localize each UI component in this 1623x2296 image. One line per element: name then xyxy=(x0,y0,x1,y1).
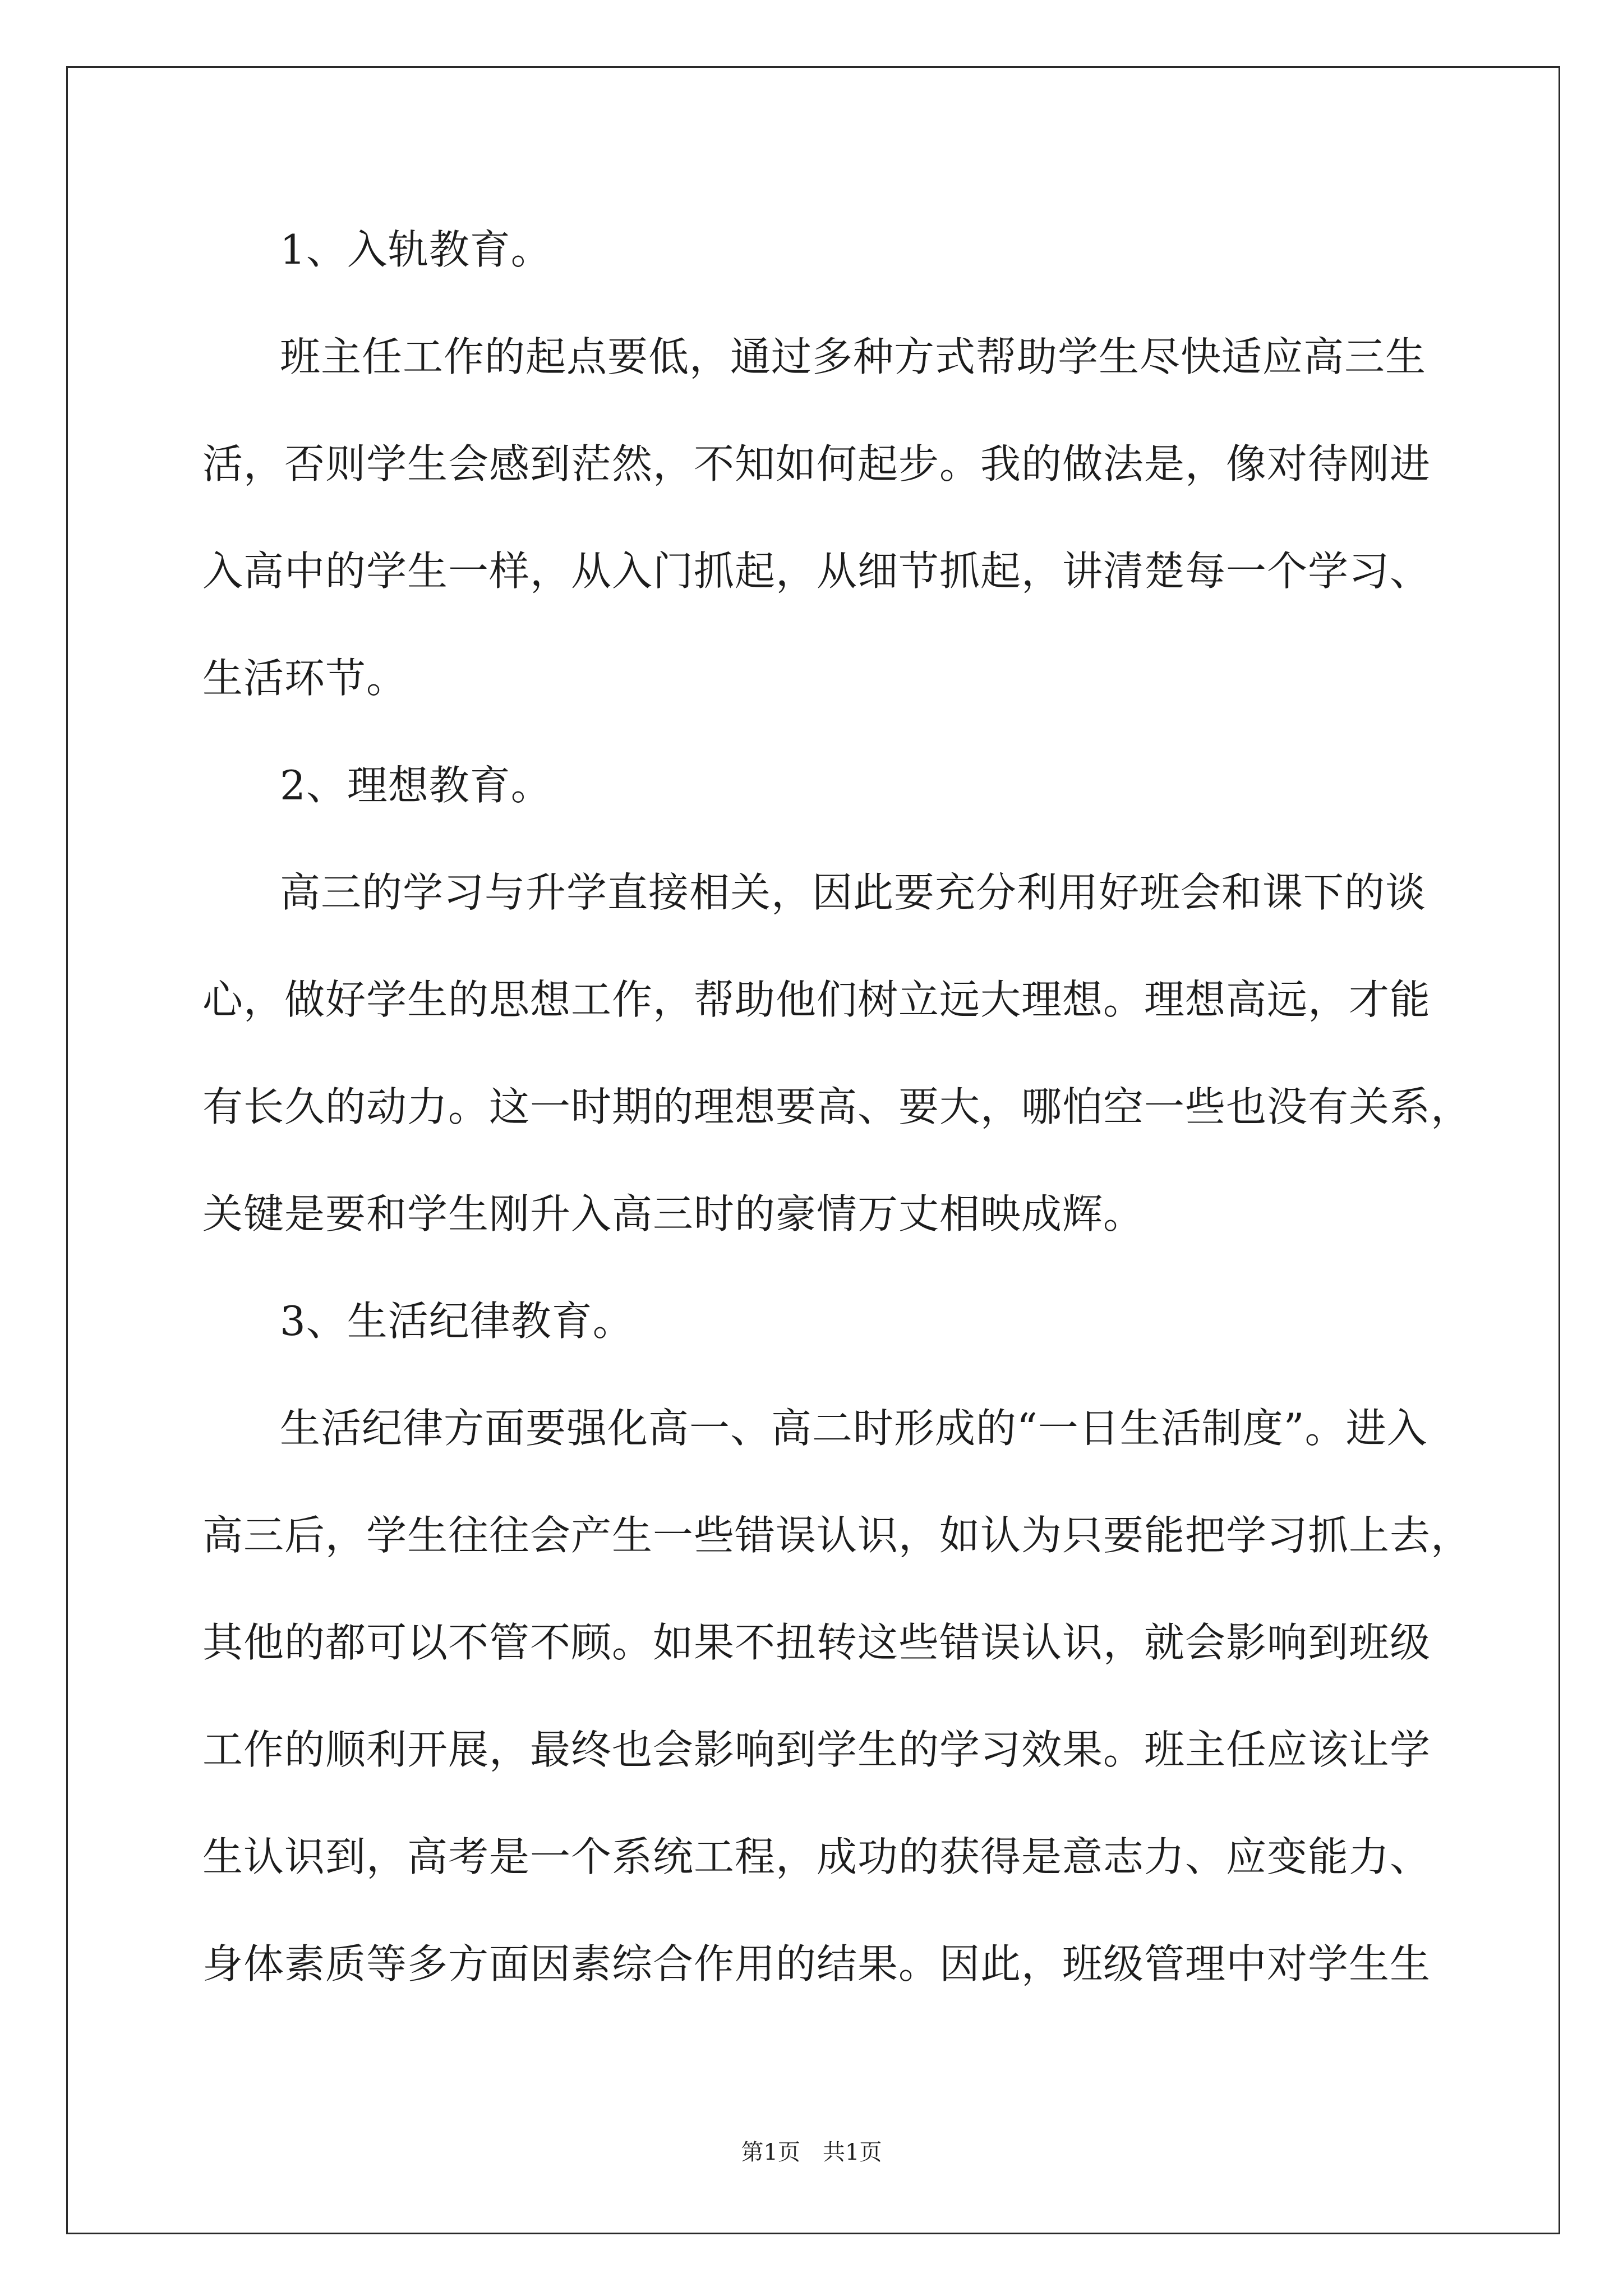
heading-text: 3、生活纪律教育。 xyxy=(280,1297,634,1345)
page-number-footer: 第1页 共1页 xyxy=(741,2139,882,2165)
paragraph-3 xyxy=(202,1375,1509,2018)
paragraph-line: 生活纪律方面要强化高一、高二时形成的“一日生活制度”。进入 xyxy=(280,1405,1428,1452)
document-body xyxy=(202,196,1509,2018)
section-heading-3 xyxy=(202,1268,1509,1375)
paragraph-line: 身体素质等多方面因素综合作用的结果。因此，班级管理中对学生生 xyxy=(202,1940,1431,1987)
paragraph-line: 班主任工作的起点要低，通过多种方式帮助学生尽快适应高三生 xyxy=(280,333,1427,380)
paragraph-line: 关键是要和学生刚升入高三时的豪情万丈相映成辉。 xyxy=(202,1190,1145,1237)
paragraph-line: 高三后，学生往往会产生一些错误认识，如认为只要能把学习抓上去， xyxy=(202,1512,1472,1559)
paragraph-line: 其他的都可以不管不顾。如果不扭转这些错误认识，就会影响到班级 xyxy=(202,1619,1431,1666)
paragraph-line: 工作的顺利开展，最终也会影响到学生的学习效果。班主任应该让学 xyxy=(202,1726,1431,1773)
section-heading-1 xyxy=(202,196,1509,303)
paragraph-line: 入高中的学生一样，从入门抓起，从细节抓起，讲清楚每一个学习、 xyxy=(202,547,1431,595)
paragraph-line: 心，做好学生的思想工作，帮助他们树立远大理想。理想高远，才能 xyxy=(202,976,1431,1023)
paragraph-line: 生认识到，高考是一个系统工程，成功的获得是意志力、应变能力、 xyxy=(202,1833,1431,1880)
section-heading-2 xyxy=(202,732,1509,839)
paragraph-line: 有长久的动力。这一时期的理想要高、要大，哪怕空一些也没有关系， xyxy=(202,1083,1472,1130)
paragraph-line: 活，否则学生会感到茫然，不知如何起步。我的做法是，像对待刚进 xyxy=(202,440,1431,487)
heading-text: 2、理想教育。 xyxy=(280,762,552,809)
paragraph-line: 生活环节。 xyxy=(202,655,408,702)
paragraph-2 xyxy=(202,839,1509,1268)
paragraph-1 xyxy=(202,303,1509,732)
paragraph-line: 高三的学习与升学直接相关，因此要充分利用好班会和课下的谈 xyxy=(280,869,1427,916)
heading-text: 1、入轨教育。 xyxy=(280,226,552,273)
